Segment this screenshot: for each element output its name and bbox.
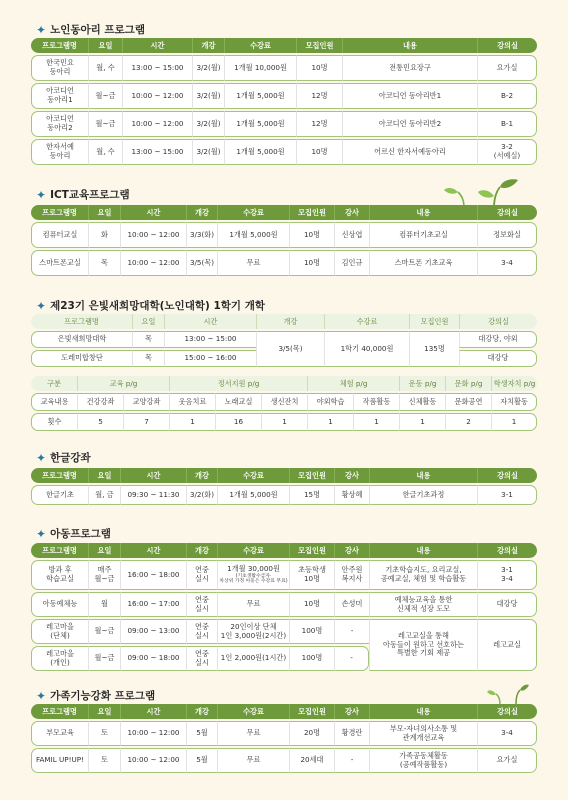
star-icon: ✦: [36, 526, 47, 541]
ict-table: [31, 203, 537, 278]
cell-room: 요가실: [477, 55, 537, 81]
col-header: 모집인원: [289, 543, 334, 558]
cell-capacity: 135명: [409, 331, 459, 367]
cell-teacher: -: [334, 646, 369, 671]
cell-time: 10:00 ~ 12:00: [122, 111, 192, 137]
col-header: 내용: [369, 468, 477, 483]
cell-start: 3/2(월): [192, 83, 224, 109]
cell-fee: 1개월 5,000원: [217, 485, 289, 505]
program-item: 자치활동: [491, 393, 537, 411]
cell-capacity: 100명: [289, 646, 334, 671]
cell-room: 대강당: [459, 350, 537, 367]
program-count: 16: [215, 413, 261, 431]
col-header: 모집인원: [289, 704, 334, 719]
col-header: 프로그램명: [31, 314, 132, 329]
cell-content: 기초학습지도, 요리교실, 공예교실, 체험 및 학습활동: [369, 560, 477, 590]
col-header: 시간: [120, 704, 186, 719]
cell-room: B-1: [477, 111, 537, 137]
cell-start: 연중 실시: [186, 646, 217, 671]
row-label: 교육내용: [31, 393, 77, 411]
cell-time: 13:00 ~ 15:00: [122, 139, 192, 165]
col-header: 문화 p/g: [445, 376, 491, 391]
col-header: 구분: [31, 376, 77, 391]
col-header: 강사: [334, 205, 369, 220]
cell-time: 16:00 ~ 17:00: [120, 592, 186, 617]
table-row: [31, 748, 537, 773]
col-header: 내용: [369, 543, 477, 558]
table-row: [31, 111, 537, 137]
col-header: 개강: [186, 704, 217, 719]
table-row: [31, 560, 537, 590]
cell-content: 스마트폰 기초교육: [369, 250, 477, 276]
cell-name: 한국민요 동아리: [31, 55, 88, 81]
cell-capacity: 10명: [296, 55, 342, 81]
cell-name: 컴퓨터교실: [31, 222, 88, 248]
col-header: 강의실: [477, 704, 537, 719]
hangul-table: [31, 466, 537, 507]
table-header: [31, 314, 537, 329]
cell-day: 월~금: [88, 619, 120, 644]
cell-time: 15:00 ~ 16:00: [164, 350, 256, 367]
cell-room: 3-2 (서예실): [477, 139, 537, 165]
col-header: 강의실: [477, 468, 537, 483]
col-header: 모집인원: [296, 38, 342, 53]
cell-start: 연중 실시: [186, 619, 217, 644]
col-header: 내용: [342, 38, 477, 53]
col-header: 시간: [164, 314, 256, 329]
col-header: 프로그램명: [31, 704, 88, 719]
col-header: 요일: [88, 704, 120, 719]
table-header: [31, 205, 537, 220]
cell-room: 요가실: [477, 748, 537, 773]
cell-day: 월, 금: [88, 485, 120, 505]
col-header: 수강료: [217, 468, 289, 483]
col-header: 강의실: [459, 314, 537, 329]
child-table: [31, 541, 537, 673]
program-count: 1: [169, 413, 215, 431]
cell-content: 한글기초과정: [369, 485, 477, 505]
table-row: [31, 592, 537, 617]
cell-capacity: 10명: [289, 250, 334, 276]
fee-amount: 1개월 30,000원: [227, 564, 280, 574]
program-item: 생신잔치: [261, 393, 307, 411]
cell-content: 레고교실을 통해 아동들이 원하고 선호하는 특별한 기회 제공: [369, 619, 477, 671]
col-header: 프로그램명: [31, 38, 88, 53]
section-title-senior: ✦ 노인동아리 프로그램: [36, 22, 146, 37]
col-header: 개강: [186, 468, 217, 483]
col-header: 요일: [88, 38, 122, 53]
cell-start: 연중 실시: [186, 560, 217, 590]
cell-name: 한글기초: [31, 485, 88, 505]
program-item: 문화공연: [445, 393, 491, 411]
col-header: 프로그램명: [31, 468, 88, 483]
cell-start: 5월: [186, 721, 217, 746]
cell-start: 3/5(목): [186, 250, 217, 276]
col-header: 시간: [120, 205, 186, 220]
cell-day: 월, 수: [88, 139, 122, 165]
cell-start: 3/2(월): [192, 55, 224, 81]
cell-room: 대강당: [477, 592, 537, 617]
cell-name: 레고마을 (단체): [31, 619, 88, 644]
section-title-univ: ✦ 제23기 은빛새희망대학(노인대학) 1학기 개학: [36, 298, 265, 313]
cell-day: 월~금: [88, 646, 120, 671]
cell-day: 월~금: [88, 83, 122, 109]
cell-name: 부모교육: [31, 721, 88, 746]
col-header: 프로그램명: [31, 543, 88, 558]
cell-room: 3-1: [477, 485, 537, 505]
cell-fee: 1개월 5,000원: [217, 222, 289, 248]
col-header: 요일: [132, 314, 164, 329]
cell-fee: 무료: [217, 748, 289, 773]
cell-name: 방과 후 학습교실: [31, 560, 88, 590]
program-item: 웃음치료: [169, 393, 215, 411]
cell-day: 월, 수: [88, 55, 122, 81]
col-header: 프로그램명: [31, 205, 88, 220]
cell-day: 목: [132, 331, 164, 348]
cell-day: 매주 월~금: [88, 560, 120, 590]
col-header: 수강료: [217, 704, 289, 719]
family-table: [31, 702, 537, 775]
col-header: 요일: [88, 468, 120, 483]
cell-time: 13:00 ~ 15:00: [122, 55, 192, 81]
cell-name: 스마트폰교실: [31, 250, 88, 276]
col-header: 내용: [369, 704, 477, 719]
cell-room: 3-4: [477, 250, 537, 276]
col-header: 강사: [334, 468, 369, 483]
cell-day: 토: [88, 748, 120, 773]
cell-fee: 1인 2,000원(1시간): [217, 646, 289, 671]
col-header: 내용: [369, 205, 477, 220]
table-row: [31, 721, 537, 746]
senior-table: [31, 36, 537, 167]
program-item: 건강강좌: [77, 393, 123, 411]
cell-day: 토: [88, 721, 120, 746]
cell-name: 은빛새희망대학: [31, 331, 132, 348]
cell-room: B-2: [477, 83, 537, 109]
cell-teacher: 황경란: [334, 721, 369, 746]
table-row: [31, 55, 537, 81]
cell-fee: 무료: [217, 250, 289, 276]
cell-capacity: 100명: [289, 619, 334, 644]
star-icon: ✦: [36, 298, 47, 313]
star-icon: ✦: [36, 688, 47, 703]
table-row: [31, 222, 537, 248]
program-item: 신체활동: [399, 393, 445, 411]
section-title-ict: ✦ ICT교육프로그램: [36, 187, 130, 202]
table-row: [31, 413, 537, 431]
program-item: 야외학습: [307, 393, 353, 411]
cell-start: 3/3(화): [186, 222, 217, 248]
program-count: 1: [261, 413, 307, 431]
cell-time: 16:00 ~ 18:00: [120, 560, 186, 590]
cell-start: 3/2(월): [192, 139, 224, 165]
cell-fee: 무료: [217, 592, 289, 617]
program-item: 노래교실: [215, 393, 261, 411]
cell-time: 10:00 ~ 12:00: [120, 748, 186, 773]
col-header: 시간: [122, 38, 192, 53]
col-header: 정서지원 p/g: [169, 376, 307, 391]
col-header: 개강: [186, 205, 217, 220]
cell-content: 전통민요장구: [342, 55, 477, 81]
col-header: 시간: [120, 468, 186, 483]
cell-capacity: 20세대: [289, 748, 334, 773]
cell-day: 월: [88, 592, 120, 617]
cell-content: 예체능교육을 통한 신체적 성장 도모: [369, 592, 477, 617]
cell-time: 09:30 ~ 11:30: [120, 485, 186, 505]
col-header: 요일: [88, 205, 120, 220]
program-count: 1: [353, 413, 399, 431]
col-header: 시간: [120, 543, 186, 558]
cell-content: 어르신 한자서예동아리: [342, 139, 477, 165]
cell-teacher: 안주원 복지사: [334, 560, 369, 590]
cell-start: 3/5(목): [256, 331, 324, 367]
col-header: 강의실: [477, 38, 537, 53]
cell-name: FAMIL UP!UP!: [31, 748, 88, 773]
cell-name: 아동예체능: [31, 592, 88, 617]
table-row: [31, 485, 537, 505]
col-header: 모집인원: [409, 314, 459, 329]
cell-time: 10:00 ~ 12:00: [120, 250, 186, 276]
cell-capacity: 10명: [289, 222, 334, 248]
star-icon: ✦: [36, 187, 47, 202]
cell-teacher: 신상엽: [334, 222, 369, 248]
program-item: 작품활동: [353, 393, 399, 411]
univ-table: [31, 312, 537, 369]
cell-start: 3/2(월): [192, 111, 224, 137]
cell-capacity: 12명: [296, 83, 342, 109]
cell-capacity: 12명: [296, 111, 342, 137]
cell-day: 목: [88, 250, 120, 276]
table-header: [31, 38, 537, 53]
cell-time: 13:00 ~ 15:00: [164, 331, 256, 348]
cell-time: 10:00 ~ 12:00: [122, 83, 192, 109]
col-header: 수강료: [217, 205, 289, 220]
cell-fee: 1학기 40,000원: [324, 331, 409, 367]
cell-teacher: -: [334, 619, 369, 644]
table-header: [31, 468, 537, 483]
cell-fee: 무료: [217, 721, 289, 746]
cell-capacity: 20명: [289, 721, 334, 746]
cell-room: 3-1 3-4: [477, 560, 537, 590]
cell-time: 09:00 ~ 18:00: [120, 646, 186, 671]
cell-start: 5월: [186, 748, 217, 773]
cell-name: 한자서예 동아리: [31, 139, 88, 165]
col-header: 개강: [256, 314, 324, 329]
cell-day: 화: [88, 222, 120, 248]
cell-room: 레고교실: [477, 619, 537, 671]
col-header: 체험 p/g: [307, 376, 399, 391]
col-header: 교육 p/g: [77, 376, 169, 391]
section-title-child: ✦ 아동프로그램: [36, 526, 111, 541]
program-count: 1: [307, 413, 353, 431]
cell-content: 부모-자녀의사소통 및 관계개선교육: [369, 721, 477, 746]
cell-time: 09:00 ~ 13:00: [120, 619, 186, 644]
cell-time: 10:00 ~ 12:00: [120, 222, 186, 248]
program-count: 5: [77, 413, 123, 431]
cell-fee: [217, 560, 289, 590]
table-row: [31, 139, 537, 165]
star-icon: ✦: [36, 22, 47, 37]
col-header: 수강료: [324, 314, 409, 329]
table-header: [31, 543, 537, 558]
cell-day: 월~금: [88, 111, 122, 137]
cell-content: 컴퓨터기초교실: [369, 222, 477, 248]
col-header: 강사: [334, 543, 369, 558]
program-count: 1: [491, 413, 537, 431]
cell-start: 연중 실시: [186, 592, 217, 617]
cell-room: 정보화실: [477, 222, 537, 248]
cell-start: 3/2(화): [186, 485, 217, 505]
cell-content: 아코디언 동아리반1: [342, 83, 477, 109]
col-header: 강의실: [477, 543, 537, 558]
cell-teacher: -: [334, 748, 369, 773]
col-header: 개강: [192, 38, 224, 53]
table-row: [31, 393, 537, 411]
col-header: 수강료: [217, 543, 289, 558]
cell-capacity: 10명: [296, 139, 342, 165]
col-header: 강의실: [477, 205, 537, 220]
cell-name: 아코디언 동아리2: [31, 111, 88, 137]
col-header: 모집인원: [289, 468, 334, 483]
cell-day: 목: [132, 350, 164, 367]
cell-name: 도레미합창단: [31, 350, 132, 367]
cell-fee: 1개월 10,000원: [224, 55, 296, 81]
cell-fee: 1개월 5,000원: [224, 139, 296, 165]
cell-teacher: 김인규: [334, 250, 369, 276]
program-item: 교양강좌: [123, 393, 169, 411]
univ-program-table: [31, 374, 537, 433]
cell-teacher: 손성미: [334, 592, 369, 617]
table-row: [31, 619, 537, 644]
col-header: 모집인원: [289, 205, 334, 220]
col-header: 개강: [186, 543, 217, 558]
table-header: [31, 376, 537, 391]
cell-content: 아코디언 동아리반2: [342, 111, 477, 137]
section-title-hangul: ✦ 한글강좌: [36, 450, 91, 465]
cell-fee: 20인이상 단체 1인 3,000원(2시간): [217, 619, 289, 644]
cell-capacity: 초등학생 10명: [289, 560, 334, 590]
program-count: 1: [399, 413, 445, 431]
cell-capacity: 10명: [289, 592, 334, 617]
star-icon: ✦: [36, 450, 47, 465]
table-row: [31, 250, 537, 276]
col-header: 강사: [334, 704, 369, 719]
cell-room: 대강당, 야외: [459, 331, 537, 348]
cell-fee: 1개월 5,000원: [224, 83, 296, 109]
row-label: 횟수: [31, 413, 77, 431]
program-count: 7: [123, 413, 169, 431]
cell-room: 3-4: [477, 721, 537, 746]
cell-content: 가족공동체활동 (공예작품활동): [369, 748, 477, 773]
section-title-family: ✦ 가족기능강화 프로그램: [36, 688, 156, 703]
col-header: 운동 p/g: [399, 376, 445, 391]
cell-name: 레고마을 (개인): [31, 646, 88, 671]
cell-capacity: 15명: [289, 485, 334, 505]
col-header: 요일: [88, 543, 120, 558]
program-count: 2: [445, 413, 491, 431]
cell-time: 10:00 ~ 12:00: [120, 721, 186, 746]
table-row: [31, 331, 537, 348]
col-header: 학생자치 p/g: [491, 376, 537, 391]
table-row: [31, 83, 537, 109]
table-header: [31, 704, 537, 719]
cell-teacher: 황상혜: [334, 485, 369, 505]
cell-name: 아코디언 동아리1: [31, 83, 88, 109]
cell-fee: 1개월 5,000원: [224, 111, 296, 137]
sprout-icon: [486, 684, 530, 704]
col-header: 수강료: [224, 38, 296, 53]
fee-note: (기초생활수급자· 차상위 가정 아동은 수강료 무료): [219, 573, 288, 585]
